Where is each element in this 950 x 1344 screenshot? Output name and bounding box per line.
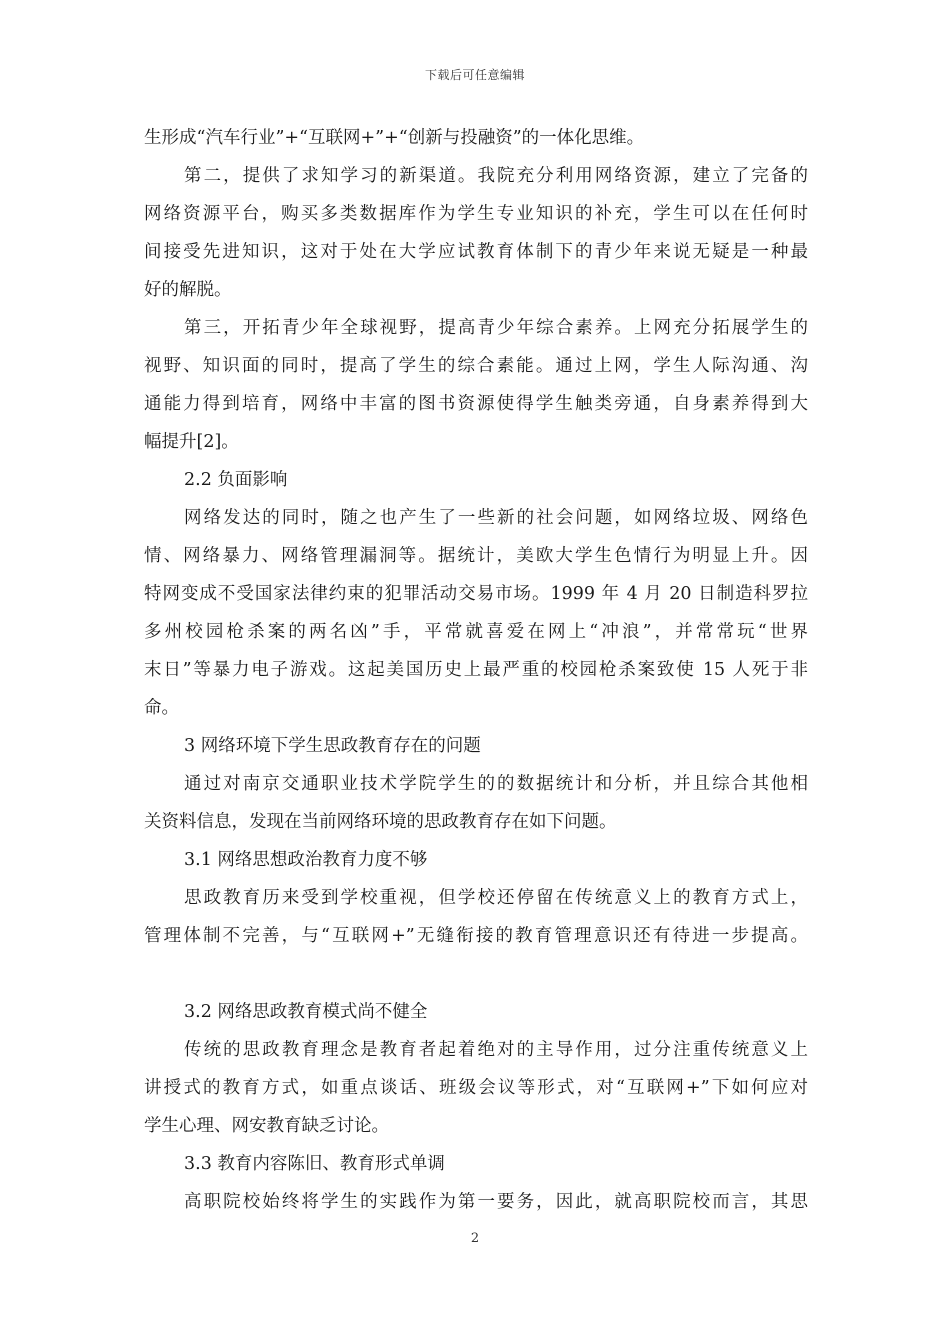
text-line: 好的解脱。 xyxy=(144,280,232,300)
text-line: 网络发达的同时，随之也产生了一些新的社会问题，如网络垃圾、网络色 xyxy=(184,508,808,528)
text-line: 间接受先进知识，这对于处在大学应试教育体制下的青少年来说无疑是一种最 xyxy=(144,242,808,262)
text-line: 视野、知识面的同时，提高了学生的综合素能。通过上网，学生人际沟通、沟 xyxy=(144,356,808,376)
text-line: 生形成“汽车行业”+“互联网+”+“创新与投融资”的一体化思维。 xyxy=(144,128,645,148)
text-line: 第二，提供了求知学习的新渠道。我院充分利用网络资源，建立了完备的 xyxy=(184,166,808,186)
document-body xyxy=(144,119,808,1221)
text-line: 第三，开拓青少年全球视野，提高青少年综合素养。上网充分拓展学生的 xyxy=(184,318,808,338)
page-header-note: 下载后可任意编辑 xyxy=(424,68,525,82)
text-line: 末日”等暴力电子游戏。这起美国历史上最严重的校园枪杀案致使 15 人死于非 xyxy=(144,660,808,680)
text-line: 学生心理、网安教育缺乏讨论。 xyxy=(144,1116,389,1136)
text-line: 通过对南京交通职业技术学院学生的的数据统计和分析，并且综合其他相 xyxy=(184,774,808,794)
text-line: 管理体制不完善，与“互联网+”无缝衔接的教育管理意识还有待进一步提高。 xyxy=(144,926,808,946)
text-line: 3.1 网络思想政治教育力度不够 xyxy=(184,850,428,870)
text-line: 情、网络暴力、网络管理漏洞等。据统计，美欧大学生色情行为明显上升。因 xyxy=(144,546,808,566)
blank-line xyxy=(144,955,808,993)
text-line: 幅提升[2]。 xyxy=(144,432,239,452)
text-line: 讲授式的教育方式，如重点谈话、班级会议等形式，对“互联网+”下如何应对 xyxy=(144,1078,808,1098)
text-line: 2.2 负面影响 xyxy=(184,470,288,490)
text-line: 特网变成不受国家法律约束的犯罪活动交易市场。1999 年 4 月 20 日制造科罗拉 xyxy=(144,584,808,604)
page-number: 2 xyxy=(470,1231,480,1246)
text-line: 3.3 教育内容陈旧、教育形式单调 xyxy=(184,1154,445,1174)
text-line: 关资料信息，发现在当前网络环境的思政教育存在如下问题。 xyxy=(144,812,617,832)
text-line: 思政教育历来受到学校重视，但学校还停留在传统意义上的教育方式上， xyxy=(184,888,808,908)
text-line: 3.2 网络思政教育模式尚不健全 xyxy=(184,1002,428,1022)
text-line: 通能力得到培育，网络中丰富的图书资源使得学生触类旁通，自身素养得到大 xyxy=(144,394,808,414)
text-line: 高职院校始终将学生的实践作为第一要务，因此，就高职院校而言，其思 xyxy=(184,1192,808,1212)
text-line: 网络资源平台，购买多类数据库作为学生专业知识的补充，学生可以在任何时 xyxy=(144,204,808,224)
text-line: 传统的思政教育理念是教育者起着绝对的主导作用，过分注重传统意义上 xyxy=(184,1040,808,1060)
text-line: 3 网络环境下学生思政教育存在的问题 xyxy=(184,736,481,756)
text-line: 多州校园枪杀案的两名凶”手，平常就喜爱在网上“冲浪”，并常常玩“世界 xyxy=(144,622,808,642)
text-line: 命。 xyxy=(144,698,179,718)
